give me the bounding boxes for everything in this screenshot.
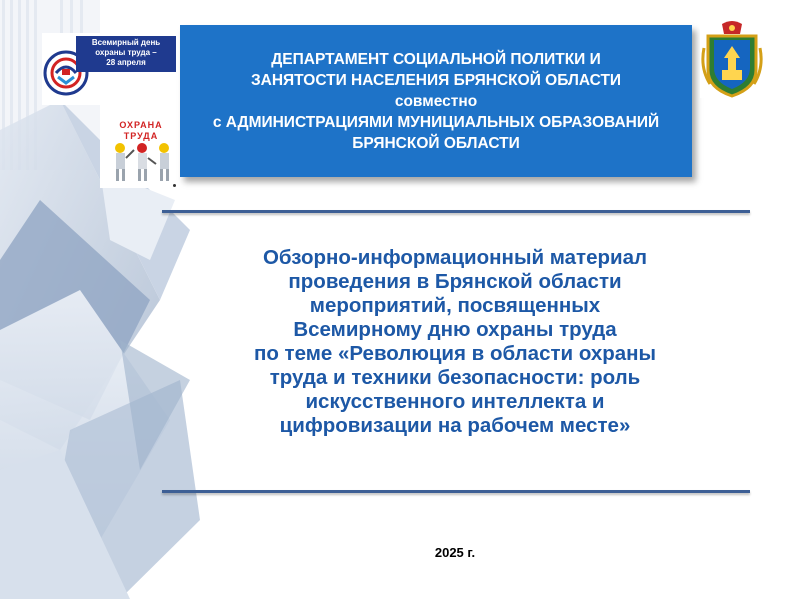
bryansk-coat-of-arms-icon <box>700 18 764 98</box>
main-title <box>160 246 750 438</box>
badge-caption <box>76 36 176 72</box>
main-line-5: по теме «Революция в области охраны <box>253 342 657 365</box>
department-line-5: БРЯНСКОЙ ОБЛАСТИ <box>352 134 520 152</box>
main-line-1: Обзорно-информационный материал <box>262 246 648 269</box>
main-line-6: труда и техники безопасности: роль <box>269 366 641 389</box>
world-safety-day-badge <box>42 33 176 105</box>
main-line-8: цифровизации на рабочем месте» <box>279 414 631 437</box>
badge-line-3: 28 апреля <box>106 58 146 67</box>
department-line-3: совместно <box>394 92 478 110</box>
year-label: 2025 г. <box>434 545 476 560</box>
department-header-box <box>180 25 692 177</box>
decorative-dot <box>173 184 176 187</box>
badge-line-1: Всемирный день <box>91 38 161 47</box>
main-line-4: Всемирному дню охраны труда <box>293 318 617 341</box>
top-divider-line <box>162 210 750 213</box>
main-line-7: искусственного интеллекта и <box>305 390 605 413</box>
bottom-divider-line <box>162 490 750 493</box>
ot-title-line-1: ОХРАНА <box>119 120 163 130</box>
ohrana-truda-logo <box>100 110 182 188</box>
ot-title-line-2: ТРУДА <box>123 131 159 141</box>
department-line-4: с АДМИНИСТРАЦИЯМИ МУНИЦИАЛЬНЫХ ОБРАЗОВАНИЙ <box>212 113 660 131</box>
ohrana-truda-title <box>110 120 172 142</box>
workers-illustration-icon <box>104 140 180 186</box>
badge-line-2: охраны труда – <box>95 48 157 57</box>
main-line-2: проведения в Брянской области <box>288 270 622 293</box>
coat-of-arms <box>700 18 764 98</box>
main-line-3: мероприятий, посвященных <box>309 294 601 317</box>
department-line-2: ЗАНЯТОСТИ НАСЕЛЕНИЯ БРЯНСКОЙ ОБЛАСТИ <box>250 71 622 89</box>
department-line-1: ДЕПАРТАМЕНТ СОЦИАЛЬНОЙ ПОЛИТКИ И <box>271 50 601 68</box>
